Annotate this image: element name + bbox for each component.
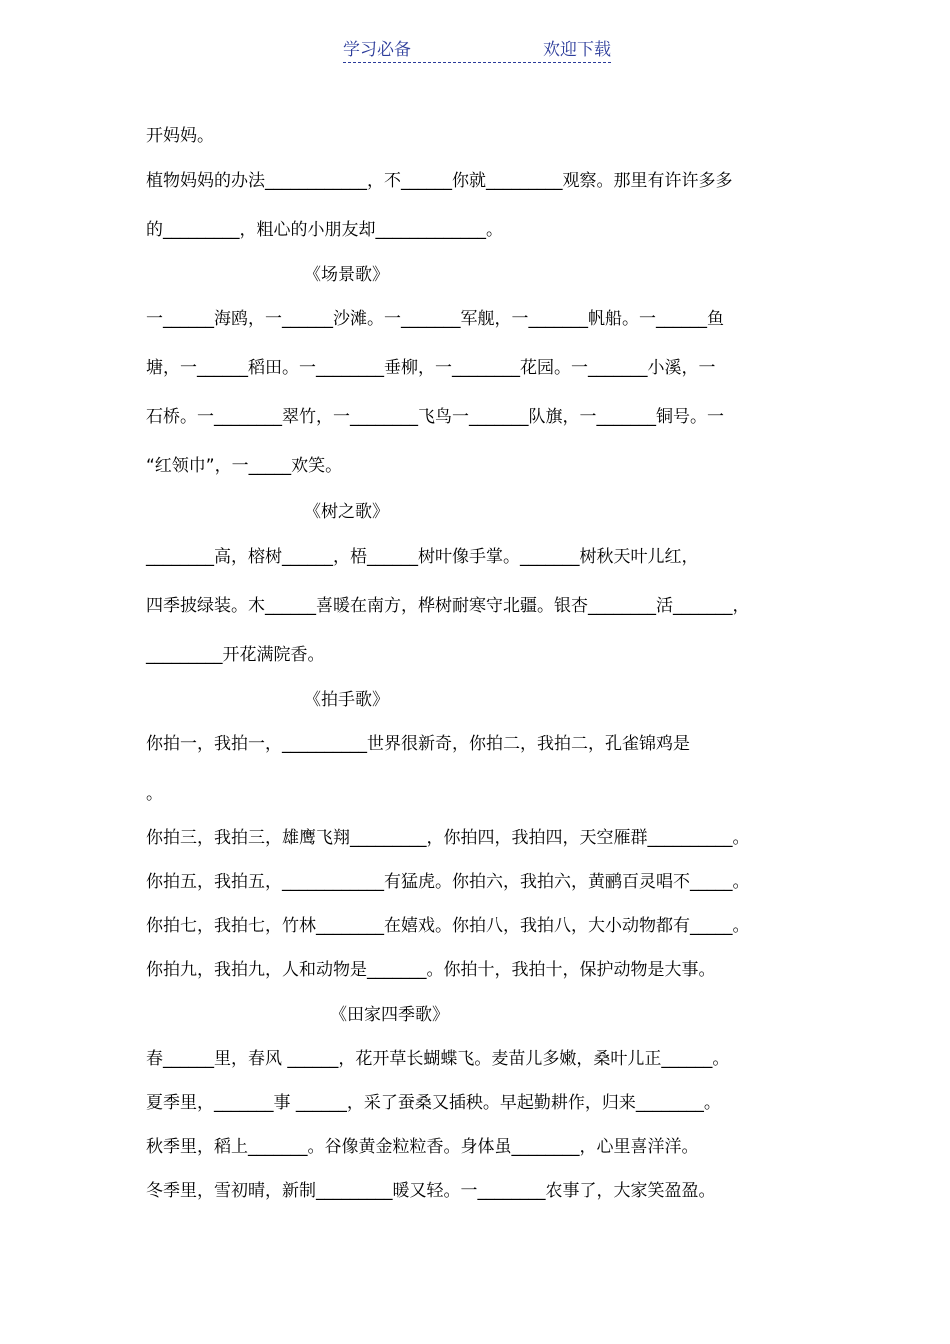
text-line: 四季披绿装。木______喜暖在南方，桦树耐寒守北疆。银杏________活_______， [146,596,750,616]
text-line: 一______海鸥，一______沙滩。一_______军舰，一_______帆船。一______鱼 [146,309,724,329]
text-line: 你拍五，我拍五，____________有猛虎。你拍六，我拍六，黄鹂百灵唱不_____。 [146,872,750,892]
text-line: 春______里，春风 ______，花开草长蝴蝶飞。麦苗儿多嫩，桑叶儿正______。 [146,1049,730,1069]
text-line: 石桥。一________翠竹，一________飞鸟一_______队旗，一_______铜号。一 [146,407,724,427]
header-right-text: 欢迎下载 [543,40,611,60]
text-line: ________高，榕树______，梧______树叶像手掌。_______树秋天叶儿红， [146,547,699,567]
text-line: 开妈妈。 [146,126,214,146]
text-line: 。 [146,784,163,804]
section-title: 《田家四季歌》 [330,1005,449,1025]
text-line: 塘，一______稻田。一________垂柳，一________花园。一_______小溪，一 [146,358,716,378]
text-line: 植物妈妈的办法____________，不______你就_________观察。那里有许许多多 [146,171,733,191]
text-line: 秋季里，稻上_______。谷像黄金粒粒香。身体虽________，心里喜洋洋。 [146,1137,699,1157]
text-line: 夏季里，_______事 ______，采了蚕桑又插秧。早起勤耕作，归来________。 [146,1093,721,1113]
text-line: 你拍七，我拍七，竹林________在嬉戏。你拍八，我拍八，大小动物都有_____。 [146,916,750,936]
text-line: “红领巾”，一_____欢笑。 [146,456,343,476]
header-left-text: 学习必备 [343,40,411,60]
text-line: 冬季里，雪初晴，新制_________暖又轻。一________农事了，大家笑盈盈。 [146,1181,716,1201]
text-line: _________开花满院香。 [146,645,325,665]
section-title: 《拍手歌》 [304,690,389,710]
text-line: 的_________，粗心的小朋友却_____________。 [146,220,503,240]
text-line: 你拍一，我拍一，__________世界很新奇，你拍二，我拍二，孔雀锦鸡是 [146,734,690,754]
section-title: 《树之歌》 [304,502,389,522]
text-line: 你拍三，我拍三，雄鹰飞翔_________，你拍四，我拍四，天空雁群__________。 [146,828,750,848]
page-header [343,38,611,63]
text-line: 你拍九，我拍九，人和动物是_______。你拍十，我拍十，保护动物是大事。 [146,960,716,980]
section-title: 《场景歌》 [304,265,389,285]
